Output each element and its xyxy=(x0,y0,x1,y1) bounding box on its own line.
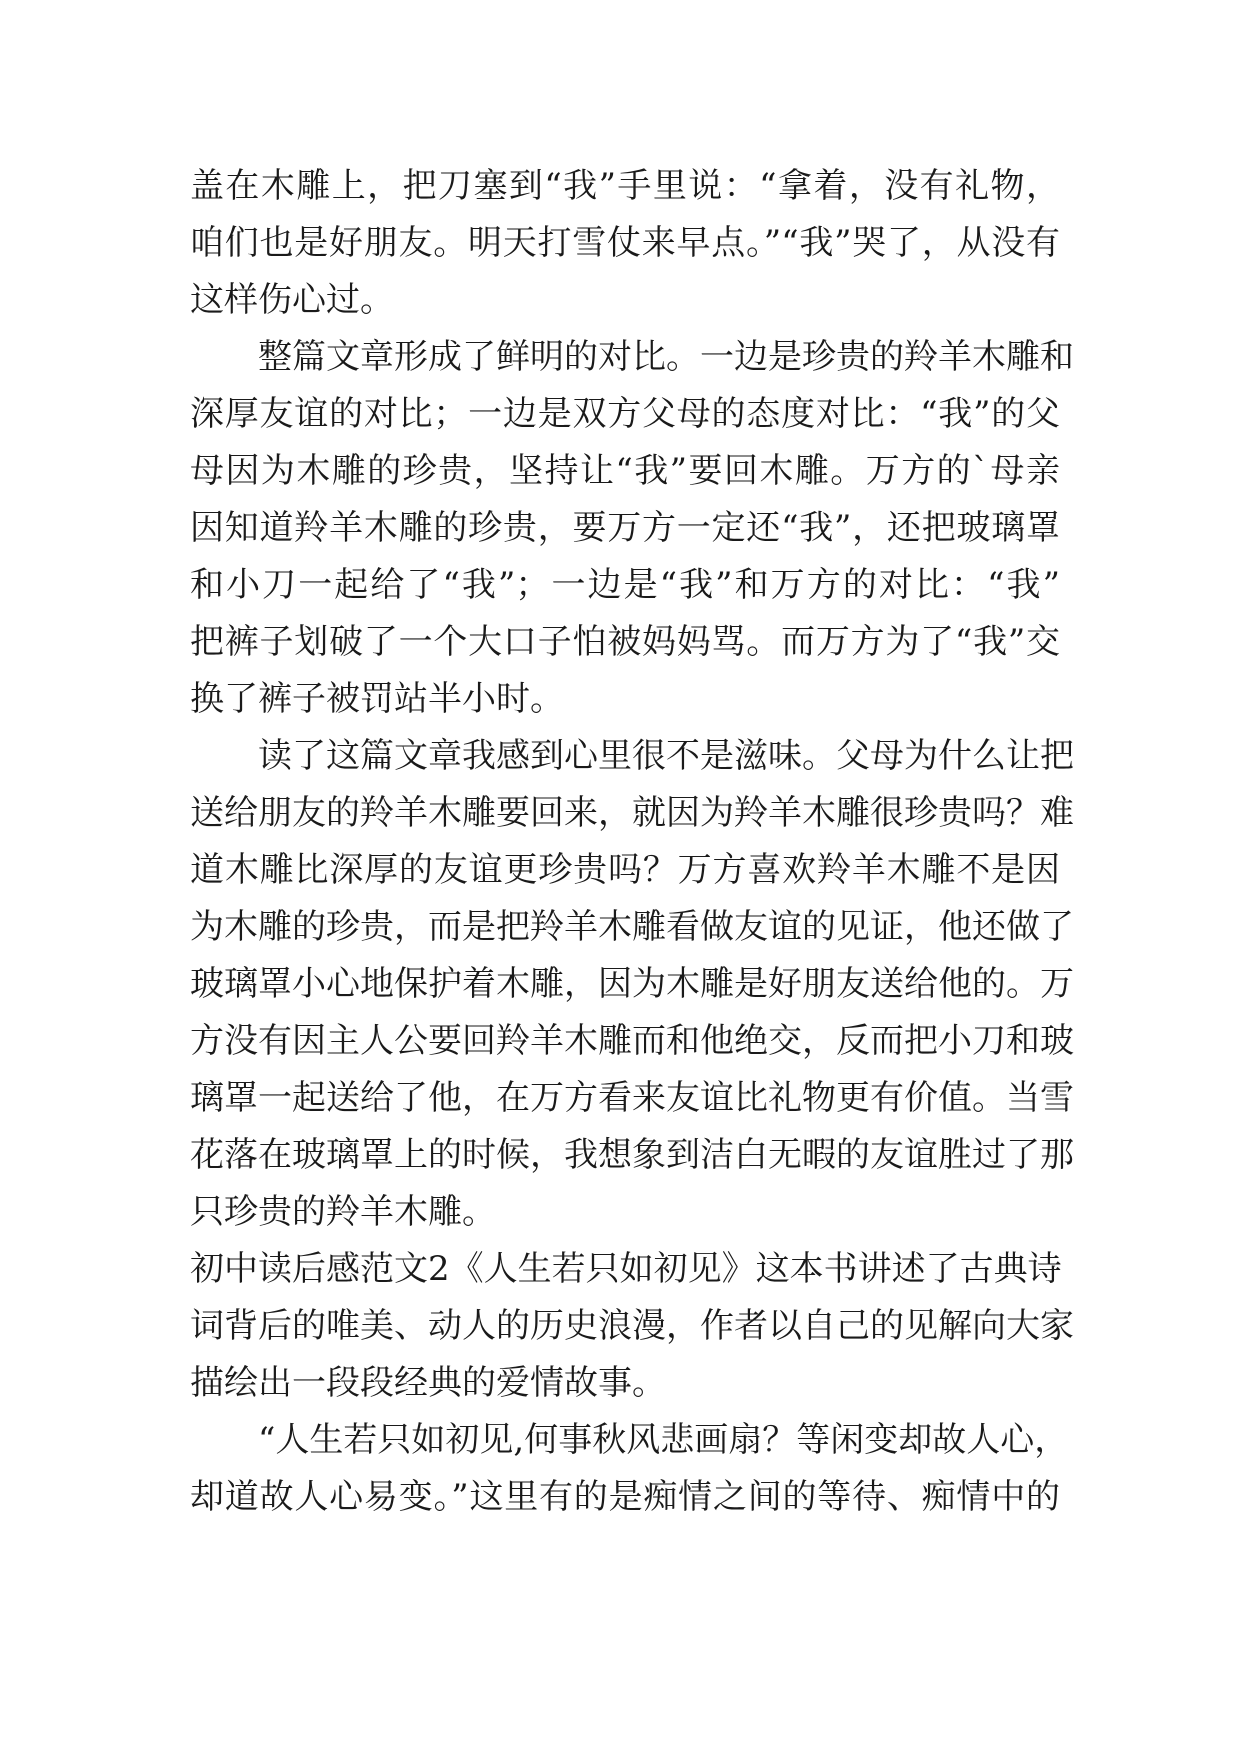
text-line: 和小刀一起给了“我”；一边是“我”和万方的对比：“我” xyxy=(190,565,1060,605)
text-line: 送给朋友的羚羊木雕要回来，就因为羚羊木雕很珍贵吗？难 xyxy=(190,793,1074,833)
text-line: 只珍贵的羚羊木雕。 xyxy=(190,1192,496,1232)
text-line: 璃罩一起送给了他，在万方看来友谊比礼物更有价值。当雪 xyxy=(190,1078,1074,1118)
text-line: 描绘出一段段经典的爱情故事。 xyxy=(190,1363,666,1403)
text-line: 母因为木雕的珍贵，坚持让“我”要回木雕。万方的`母亲 xyxy=(190,451,1060,491)
text-line: 因知道羚羊木雕的珍贵，要万方一定还“我”，还把玻璃罩 xyxy=(190,508,1060,548)
text-line: 方没有因主人公要回羚羊木雕而和他绝交，反而把小刀和玻 xyxy=(190,1021,1074,1061)
text-line: 玻璃罩小心地保护着木雕，因为木雕是好朋友送给他的。万 xyxy=(190,964,1074,1004)
text-line: 换了裤子被罚站半小时。 xyxy=(190,679,564,719)
paragraph-first-line: “人生若只如初见,何事秋风悲画扇？等闲变却故人心， xyxy=(258,1420,1069,1460)
text-line: 把裤子划破了一个大口子怕被妈妈骂。而万方为了“我”交 xyxy=(190,622,1060,662)
text-line: 盖在木雕上，把刀塞到“我”手里说：“拿着，没有礼物， xyxy=(190,166,1060,206)
text-line: 却道故人心易变。”这里有的是痴情之间的等待、痴情中的 xyxy=(190,1477,1060,1517)
paragraph-first-line: 整篇文章形成了鲜明的对比。一边是珍贵的羚羊木雕和 xyxy=(258,337,1074,377)
text-line: 词背后的唯美、动人的历史浪漫，作者以自己的见解向大家 xyxy=(190,1306,1074,1346)
text-line: 道木雕比深厚的友谊更珍贵吗？万方喜欢羚羊木雕不是因 xyxy=(190,850,1060,890)
paragraph-first-line: 读了这篇文章我感到心里很不是滋味。父母为什么让把 xyxy=(258,736,1074,776)
text-line: 这样伤心过。 xyxy=(190,280,394,320)
text-line: 咱们也是好朋友。明天打雪仗来早点。”“我”哭了，从没有 xyxy=(190,223,1060,263)
text-line: 花落在玻璃罩上的时候，我想象到洁白无暇的友谊胜过了那 xyxy=(190,1135,1074,1175)
text-line: 深厚友谊的对比；一边是双方父母的态度对比：“我”的父 xyxy=(190,394,1060,434)
text-line: 为木雕的珍贵，而是把羚羊木雕看做友谊的见证，他还做了 xyxy=(190,907,1074,947)
section-heading-line: 初中读后感范文2《人生若只如初见》这本书讲述了古典诗 xyxy=(190,1249,1062,1289)
